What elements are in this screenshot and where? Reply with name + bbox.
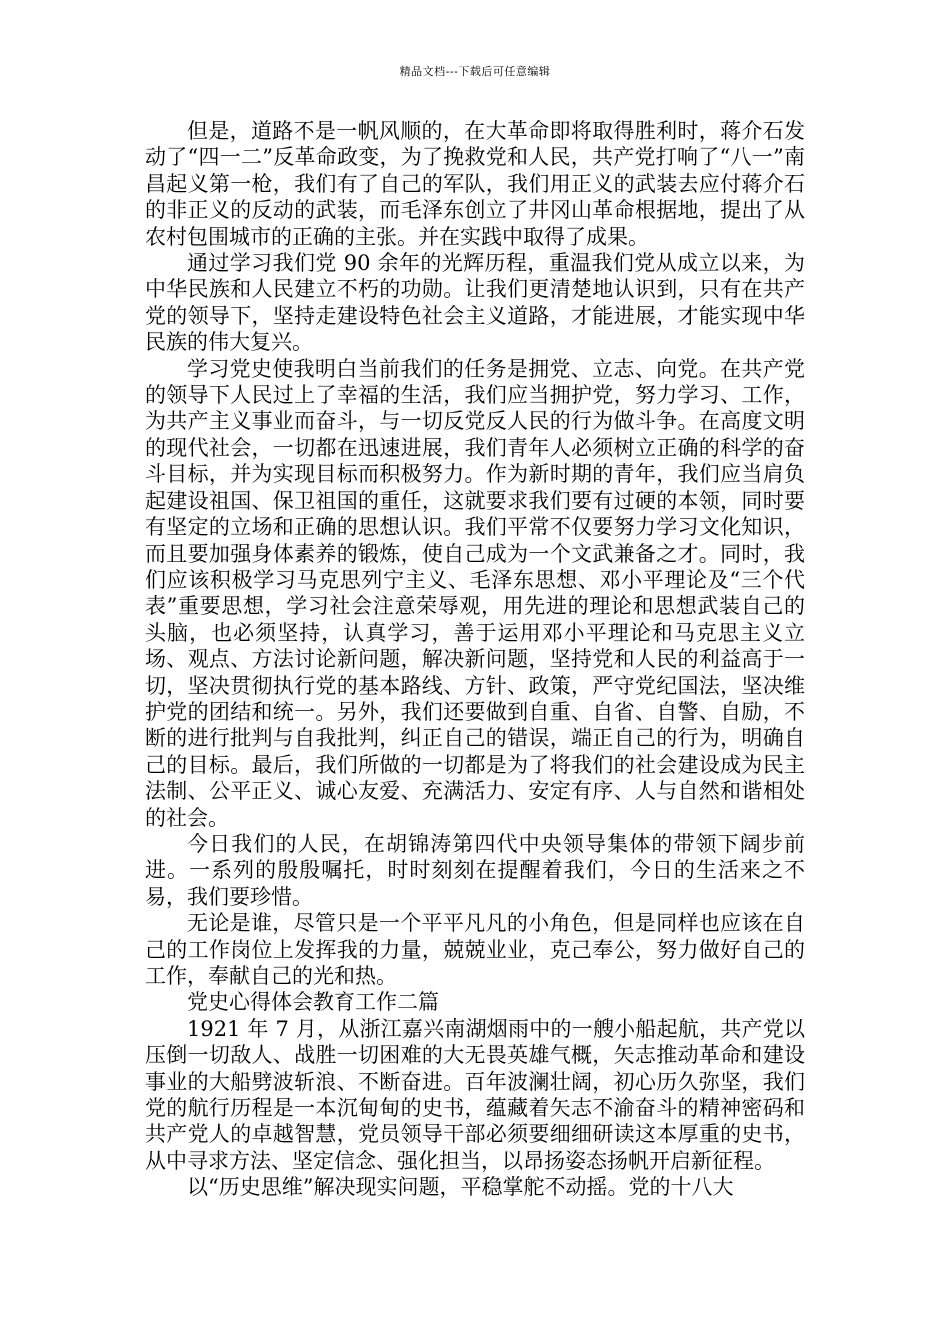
paragraph: 今日我们的人民，在胡锦涛第四代中央领导集体的带领下阔步前进。一系列的殷殷嘱托，时时刻刻在提醒着我们，今日的生活来之不易，我们要珍惜。 <box>145 831 805 909</box>
paragraph: 但是，道路不是一帆风顺的，在大革命即将取得胜利时，蒋介石发动了“四一二”反革命政变，为了挽救党和人民，共产党打响了“八一”南昌起义第一枪，我们有了自己的军队，我们用正义的武装去应付蒋介石的非正义的反动的武装，而毛泽东创立了井冈山革命根据地，提出了从农村包围城市的正确的主张。并在实践中取得了成果。 <box>145 119 805 249</box>
paragraph: 以“历史思维”解决现实问题，平稳掌舵不动摇。党的十八大 <box>187 1175 734 1200</box>
page-header: 精品文档---下载后可任意编辑 <box>399 65 551 78</box>
paragraph: 1921 年 7 月，从浙江嘉兴南湖烟雨中的一艘小船起航，共产党以压倒一切敌人、战胜一切困难的大无畏英雄气概，矢志推动革命和建设事业的大船劈波斩浪、不断奋进。百年波澜壮阔，初心历久弥坚，我们党的航行历程是一本沉甸甸的史书，蕴藏着矢志不渝奋斗的精神密码和共产党人的卓越智慧，党员领导干部必须要细细研读这本厚重的史书，从中寻求方法、坚定信念、强化担当，以昂扬姿态扬帆开启新征程。 <box>145 1016 805 1173</box>
paragraph: 无论是谁，尽管只是一个平平凡凡的小角色，但是同样也应该在自己的工作岗位上发挥我的力量，兢兢业业，克己奉公，努力做好自己的工作，奉献自己的光和热。 <box>145 911 805 988</box>
paragraph: 通过学习我们党 90 余年的光辉历程，重温我们党从成立以来，为中华民族和人民建立不朽的功勋。让我们更清楚地认识到，只有在共产党的领导下，坚持走建设特色社会主义道路，才能进展，才能实现中华民族的伟大复兴。 <box>145 251 805 355</box>
section-title: 党史心得体会教育工作二篇 <box>187 990 439 1015</box>
document-body <box>145 118 805 1201</box>
paragraph: 学习党史使我明白当前我们的任务是拥党、立志、向党。在共产党的领导下人民过上了幸福的生活，我们应当拥护党，努力学习、工作，为共产主义事业而奋斗，与一切反党反人民的行为做斗争。在高度文明的现代社会，一切都在迅速进展，我们青年人必须树立正确的科学的奋斗目标，并为实现目标而积极努力。作为新时期的青年，我们应当肩负起建设祖国、保卫祖国的重任，这就要求我们要有过硬的本领，同时要有坚定的立场和正确的思想认识。我们平常不仅要努力学习文化知识，而且要加强身体素养的锻炼，使自己成为一个文武兼备之才。同时，我们应该积极学习马克思列宁主义、毛泽东思想、邓小平理论及“三个代表”重要思想，学习社会注意荣辱观，用先进的理论和思想武装自己的头脑，也必须坚持，认真学习，善于运用邓小平理论和马克思主义立场、观点、方法讨论新问题，解决新问题，坚持党和人民的利益高于一切，坚决贯彻执行党的基本路线、方针、政策，严守党纪国法，坚决维护党的团结和统一。另外，我们还要做到自重、自省、自警、自励，不断的进行批判与自我批判，纠正自己的错误，端正自己的行为，明确自己的目标。最后，我们所做的一切都是为了将我们的社会建设成为民主法制、公平正义、诚心友爱、充满活力、安定有序、人与自然和谐相处的社会。 <box>145 356 805 830</box>
